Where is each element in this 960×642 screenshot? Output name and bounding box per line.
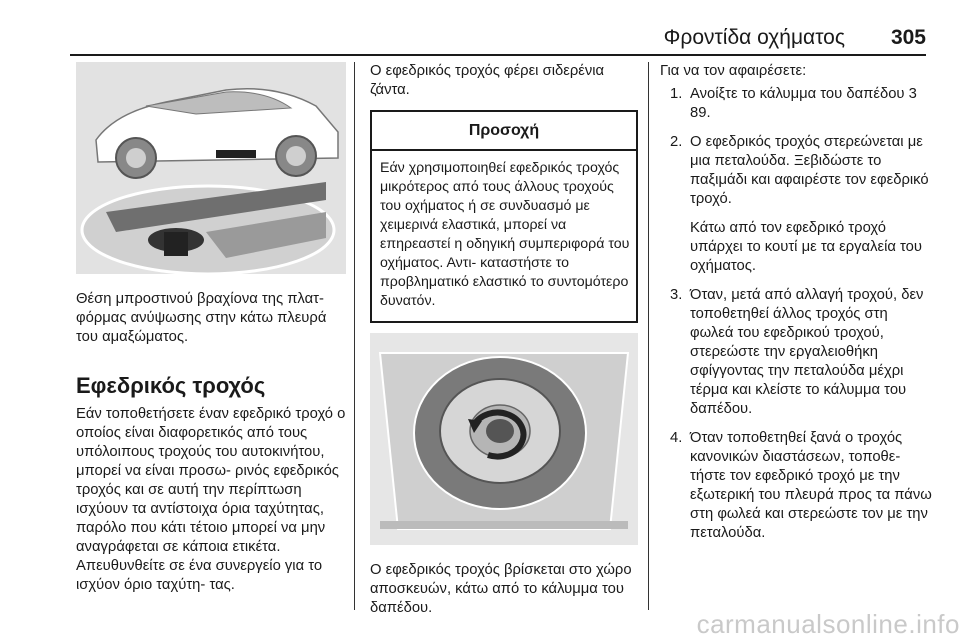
caution-text: Εάν χρησιμοποιηθεί εφεδρικός τροχός μικρότερος από τους άλλους τροχούς του οχήματος ή σε συνδυασμό με χειμερινά ελαστικά, μπορεί να επηρεαστεί η οδηγική συμπεριφορά του οχήματος. Αντι- καταστήστε το προβληματικό ελαστικό το συντομότερο δυνατόν. (380, 160, 630, 309)
step-number: 4. (670, 430, 683, 446)
car-lift-point-illustration (76, 62, 346, 274)
page-number: 305 (890, 26, 926, 49)
watermark: carmanualsonline.info (696, 609, 960, 639)
list-item (660, 286, 932, 419)
section-heading: Εφεδρικός τροχός (76, 373, 266, 398)
figure-caption: Ο εφεδρικός τροχός βρίσκεται στο χώρο αποσκευών, κάτω από το κάλυμμα του δαπέδου. (370, 562, 632, 616)
column-1 (76, 62, 346, 595)
step-number: 2. (670, 134, 683, 150)
caution-box (370, 110, 638, 323)
intro-paragraph: Ο εφεδρικός τροχός φέρει σιδερένια ζάντα. (370, 63, 605, 98)
step-text: Όταν, μετά από αλλαγή τροχού, δεν τοποθετηθεί άλλος τροχός στη φωλεά του εφεδρικού τροχού, στερεώστε την εργαλειοθήκη σφίγγοντας την πεταλούδα μέχρι τέρμα και κλείστε το κάλυμμα του δαπέδου. (690, 287, 924, 417)
body-paragraph: Εάν τοποθετήσετε έναν εφεδρικό τροχό ο οποίος είναι διαφορετικός από τους υπόλοιπους τροχούς του αυτοκινήτου, μπορεί να είναι προσω- ρινός εφεδρικός τροχός και σε αυτή την περίπτωση ισχύουν τα αντίστοιχα όρια ταχύτητας, παρόλο που κάτι τέτοιο μπορεί να μην αναγράφεται σε κάποια ετικέτα. Απευθυνθείτε σε ένα συνεργείο για το ισχύον όριο ταχύτη- τας. (76, 406, 346, 593)
list-item (660, 85, 932, 123)
page-header (0, 0, 960, 56)
caution-title: Προσοχή (372, 112, 636, 151)
column-2 (370, 62, 638, 618)
spare-wheel-illustration (370, 333, 638, 545)
column-3 (660, 62, 932, 553)
figure-caption: Θέση μπροστινού βραχίονα της πλατ- φόρμας ανύψωσης στην κάτω πλευρά του αμαξώματος. (76, 291, 327, 345)
intro-paragraph: Για να τον αφαιρέσετε: (660, 63, 807, 79)
removal-steps (660, 85, 932, 543)
step-text: Ανοίξτε το κάλυμμα του δαπέδου 3 89. (690, 86, 917, 121)
list-item (660, 133, 932, 276)
step-text: Ο εφεδρικός τροχός στερεώνεται με μια πεταλούδα. Ξεβιδώστε το παξιμάδι και αφαιρέστε τον εφεδρικό τροχό. (690, 134, 929, 207)
step-number: 1. (670, 86, 683, 102)
running-title: Φροντίδα οχήματος (663, 26, 845, 49)
step-note: Κάτω από τον εφεδρικό τροχό υπάρχει το κουτί με τα εργαλεία του οχήματος. (690, 220, 922, 274)
column-divider (354, 62, 355, 610)
step-text: Όταν τοποθετηθεί ξανά ο τροχός κανονικών διαστάσεων, τοποθε- τήστε τον εφεδρικό τροχό με την εξωτερική του πλευρά προς τα πάνω στη φωλεά και στερεώστε τον με την πεταλούδα. (690, 430, 932, 541)
header-rule (70, 54, 926, 56)
column-divider (648, 62, 649, 610)
list-item (660, 429, 932, 543)
step-number: 3. (670, 287, 683, 303)
